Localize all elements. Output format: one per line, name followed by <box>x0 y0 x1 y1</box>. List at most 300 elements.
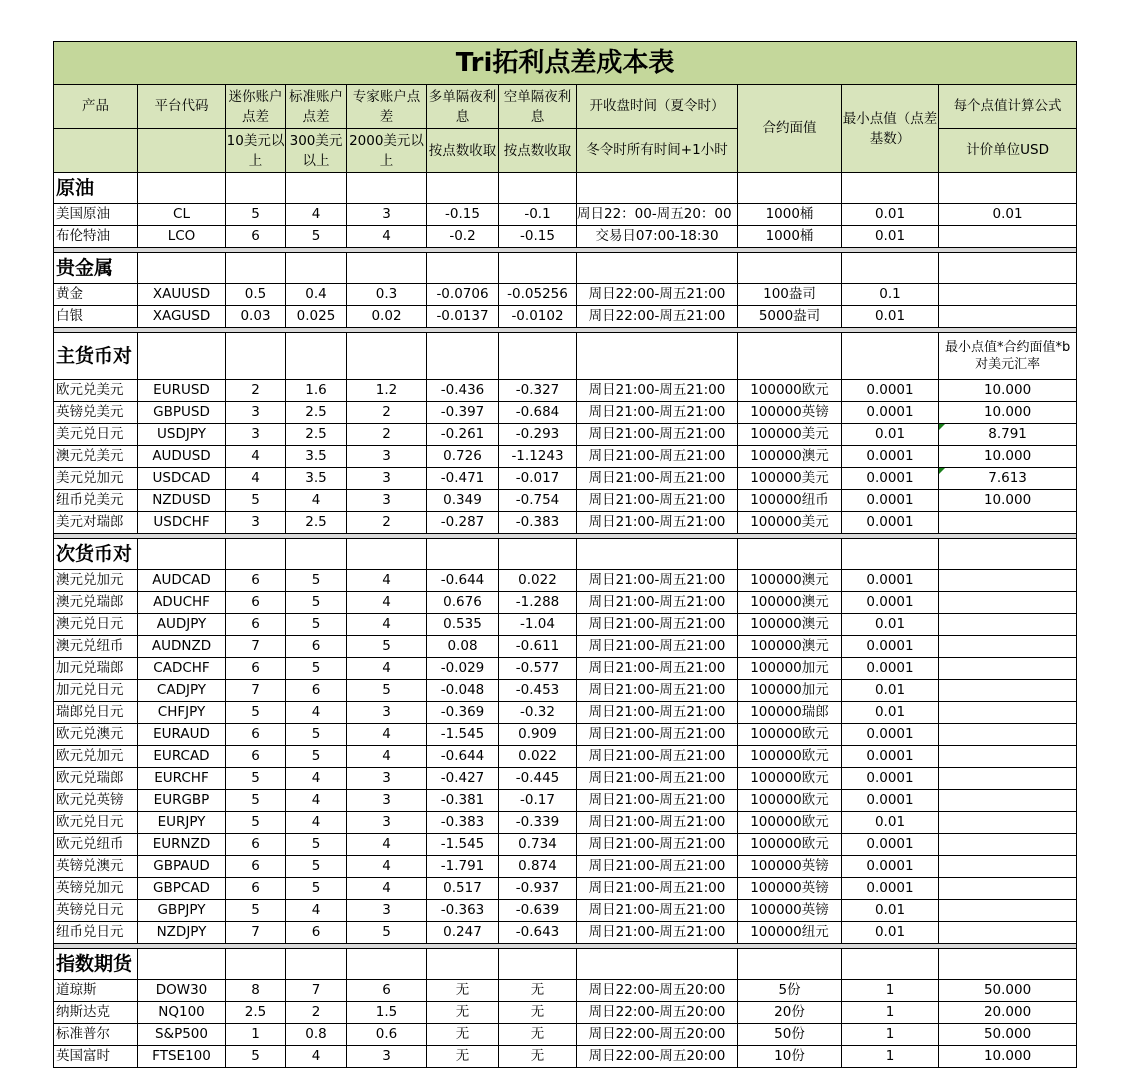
cell-min-tick[interactable] <box>842 980 939 1002</box>
cell-contract-size[interactable] <box>738 446 842 468</box>
cell-mini-spread[interactable] <box>226 424 286 446</box>
cell-long-swap[interactable] <box>427 1046 499 1068</box>
cell-product-name[interactable]: 欧元兑纽币 <box>54 834 138 856</box>
cell-standard-spread[interactable] <box>286 702 347 724</box>
cell-long-swap[interactable] <box>427 204 499 226</box>
cell-product-name[interactable]: 英镑兑澳元 <box>54 856 138 878</box>
header-standard-spread[interactable]: 标准账户点差 <box>286 85 347 129</box>
cell-long-swap[interactable] <box>427 1002 499 1024</box>
cell-long-swap[interactable] <box>427 680 499 702</box>
cell-point-value[interactable] <box>939 900 1077 922</box>
cell-code[interactable] <box>138 512 226 534</box>
cell-code[interactable] <box>138 980 226 1002</box>
section-title[interactable]: 指数期货 <box>54 949 138 980</box>
cell-trading-hours[interactable] <box>577 746 738 768</box>
cell-expert-spread[interactable] <box>347 878 427 900</box>
cell-contract-size[interactable] <box>738 204 842 226</box>
cell-point-value[interactable] <box>939 790 1077 812</box>
cell-trading-hours[interactable] <box>577 1046 738 1068</box>
cell-long-swap[interactable] <box>427 226 499 248</box>
cell-long-swap[interactable] <box>427 490 499 512</box>
cell-expert-spread[interactable] <box>347 468 427 490</box>
cell-expert-spread[interactable] <box>347 812 427 834</box>
cell-expert-spread[interactable] <box>347 790 427 812</box>
cell-long-swap[interactable] <box>427 834 499 856</box>
cell-min-tick[interactable] <box>842 424 939 446</box>
cell-standard-spread[interactable] <box>286 980 347 1002</box>
cell-point-value[interactable] <box>939 922 1077 944</box>
empty-cell[interactable] <box>427 173 499 204</box>
cell-min-tick[interactable] <box>842 512 939 534</box>
cell-product-name[interactable]: 澳元兑瑞郎 <box>54 592 138 614</box>
cell-min-tick[interactable] <box>842 490 939 512</box>
empty-cell[interactable] <box>738 253 842 284</box>
cell-trading-hours[interactable] <box>577 204 738 226</box>
cell-product-name[interactable]: 纳斯达克 <box>54 1002 138 1024</box>
cell-standard-spread[interactable] <box>286 900 347 922</box>
cell-contract-size[interactable] <box>738 402 842 424</box>
empty-cell[interactable] <box>939 539 1077 570</box>
cell-short-swap[interactable] <box>499 658 577 680</box>
cell-point-value[interactable] <box>939 380 1077 402</box>
cell-standard-spread[interactable] <box>286 424 347 446</box>
cell-contract-size[interactable] <box>738 424 842 446</box>
cell-contract-size[interactable] <box>738 592 842 614</box>
cell-min-tick[interactable] <box>842 1024 939 1046</box>
cell-point-value[interactable] <box>939 1024 1077 1046</box>
empty-cell[interactable] <box>842 253 939 284</box>
header-expert-min-deposit[interactable]: 2000美元以上 <box>347 129 427 173</box>
cell-point-value[interactable] <box>939 468 1077 490</box>
cell-trading-hours[interactable] <box>577 702 738 724</box>
cell-code[interactable] <box>138 1002 226 1024</box>
cell-short-swap[interactable] <box>499 856 577 878</box>
cell-point-value[interactable] <box>939 570 1077 592</box>
header-trading-hours[interactable]: 开收盘时间（夏令时） <box>577 85 738 129</box>
empty-cell[interactable] <box>939 253 1077 284</box>
cell-contract-size[interactable] <box>738 468 842 490</box>
empty-cell[interactable] <box>577 949 738 980</box>
empty-cell[interactable] <box>347 173 427 204</box>
cell-min-tick[interactable] <box>842 446 939 468</box>
cell-trading-hours[interactable] <box>577 768 738 790</box>
cell-mini-spread[interactable] <box>226 380 286 402</box>
cell-min-tick[interactable] <box>842 922 939 944</box>
cell-code[interactable] <box>138 790 226 812</box>
cell-short-swap[interactable] <box>499 204 577 226</box>
cell-min-tick[interactable] <box>842 900 939 922</box>
cell-contract-size[interactable] <box>738 724 842 746</box>
cell-trading-hours[interactable] <box>577 512 738 534</box>
header-mini-min-deposit[interactable]: 10美元以上 <box>226 129 286 173</box>
cell-product-name[interactable]: 加元兑日元 <box>54 680 138 702</box>
cell-expert-spread[interactable] <box>347 724 427 746</box>
cell-mini-spread[interactable] <box>226 468 286 490</box>
cell-mini-spread[interactable] <box>226 980 286 1002</box>
cell-contract-size[interactable] <box>738 490 842 512</box>
header-long-swap[interactable]: 多单隔夜利息 <box>427 85 499 129</box>
cell-min-tick[interactable] <box>842 878 939 900</box>
cell-mini-spread[interactable] <box>226 878 286 900</box>
cell-contract-size[interactable] <box>738 900 842 922</box>
empty-cell[interactable] <box>499 173 577 204</box>
cell-mini-spread[interactable] <box>226 592 286 614</box>
cell-contract-size[interactable] <box>738 856 842 878</box>
empty-cell[interactable] <box>427 253 499 284</box>
cell-min-tick[interactable] <box>842 746 939 768</box>
empty-cell[interactable] <box>939 949 1077 980</box>
cell-code[interactable] <box>138 1024 226 1046</box>
empty-cell[interactable] <box>226 539 286 570</box>
cell-mini-spread[interactable] <box>226 446 286 468</box>
cell-short-swap[interactable] <box>499 226 577 248</box>
cell-short-swap[interactable] <box>499 614 577 636</box>
cell-standard-spread[interactable] <box>286 1024 347 1046</box>
cell-trading-hours[interactable] <box>577 570 738 592</box>
cell-min-tick[interactable] <box>842 592 939 614</box>
cell-min-tick[interactable] <box>842 468 939 490</box>
empty-cell[interactable] <box>842 949 939 980</box>
cell-product-name[interactable]: 欧元兑美元 <box>54 380 138 402</box>
cell-contract-size[interactable] <box>738 1002 842 1024</box>
cell-mini-spread[interactable] <box>226 900 286 922</box>
empty-cell[interactable] <box>138 173 226 204</box>
cell-code[interactable] <box>138 746 226 768</box>
cell-contract-size[interactable] <box>738 834 842 856</box>
empty-cell[interactable] <box>226 253 286 284</box>
cell-code[interactable] <box>138 592 226 614</box>
cell-contract-size[interactable] <box>738 878 842 900</box>
cell-code[interactable] <box>138 768 226 790</box>
cell-standard-spread[interactable] <box>286 512 347 534</box>
cell-long-swap[interactable] <box>427 900 499 922</box>
cell-point-value[interactable] <box>939 1002 1077 1024</box>
cell-mini-spread[interactable] <box>226 724 286 746</box>
cell-code[interactable] <box>138 570 226 592</box>
cell-expert-spread[interactable] <box>347 1002 427 1024</box>
cell-point-value[interactable] <box>939 592 1077 614</box>
cell-min-tick[interactable] <box>842 702 939 724</box>
cell-point-value[interactable] <box>939 812 1077 834</box>
empty-cell[interactable] <box>427 333 499 380</box>
cell-mini-spread[interactable] <box>226 490 286 512</box>
cell-trading-hours[interactable] <box>577 900 738 922</box>
header-expert-spread[interactable]: 专家账户点差 <box>347 85 427 129</box>
header-standard-min-deposit[interactable]: 300美元以上 <box>286 129 347 173</box>
cell-expert-spread[interactable] <box>347 1046 427 1068</box>
cell-contract-size[interactable] <box>738 636 842 658</box>
cell-contract-size[interactable] <box>738 812 842 834</box>
cell-standard-spread[interactable] <box>286 1002 347 1024</box>
cell-min-tick[interactable] <box>842 790 939 812</box>
cell-standard-spread[interactable] <box>286 402 347 424</box>
cell-contract-size[interactable] <box>738 512 842 534</box>
cell-mini-spread[interactable] <box>226 570 286 592</box>
header-short-swap[interactable]: 空单隔夜利息 <box>499 85 577 129</box>
cell-short-swap[interactable] <box>499 768 577 790</box>
cell-expert-spread[interactable] <box>347 834 427 856</box>
cell-standard-spread[interactable] <box>286 768 347 790</box>
cell-trading-hours[interactable] <box>577 680 738 702</box>
cell-point-value[interactable] <box>939 980 1077 1002</box>
cell-min-tick[interactable] <box>842 614 939 636</box>
cell-long-swap[interactable] <box>427 468 499 490</box>
cell-standard-spread[interactable] <box>286 592 347 614</box>
section-title[interactable]: 原油 <box>54 173 138 204</box>
cell-min-tick[interactable] <box>842 636 939 658</box>
empty-cell[interactable] <box>347 333 427 380</box>
cell-expert-spread[interactable] <box>347 636 427 658</box>
cell-short-swap[interactable] <box>499 812 577 834</box>
cell-trading-hours[interactable] <box>577 284 738 306</box>
cell-product-name[interactable]: 欧元兑日元 <box>54 812 138 834</box>
cell-standard-spread[interactable] <box>286 746 347 768</box>
cell-standard-spread[interactable] <box>286 636 347 658</box>
cell-mini-spread[interactable] <box>226 284 286 306</box>
cell-expert-spread[interactable] <box>347 658 427 680</box>
cell-trading-hours[interactable] <box>577 636 738 658</box>
cell-product-name[interactable]: 美元对瑞郎 <box>54 512 138 534</box>
cell-short-swap[interactable] <box>499 490 577 512</box>
cell-code[interactable] <box>138 490 226 512</box>
cell-short-swap[interactable] <box>499 380 577 402</box>
section-title[interactable]: 次货币对 <box>54 539 138 570</box>
cell-mini-spread[interactable] <box>226 1024 286 1046</box>
cell-mini-spread[interactable] <box>226 204 286 226</box>
cell-standard-spread[interactable] <box>286 490 347 512</box>
empty-cell[interactable] <box>286 173 347 204</box>
cell-long-swap[interactable] <box>427 790 499 812</box>
cell-expert-spread[interactable] <box>347 570 427 592</box>
cell-code[interactable] <box>138 204 226 226</box>
cell-short-swap[interactable] <box>499 306 577 328</box>
cell-min-tick[interactable] <box>842 1046 939 1068</box>
cell-mini-spread[interactable] <box>226 790 286 812</box>
cell-long-swap[interactable] <box>427 768 499 790</box>
cell-min-tick[interactable] <box>842 204 939 226</box>
empty-cell[interactable] <box>842 333 939 380</box>
cell-standard-spread[interactable] <box>286 614 347 636</box>
empty-cell[interactable] <box>347 949 427 980</box>
cell-contract-size[interactable] <box>738 702 842 724</box>
cell-contract-size[interactable] <box>738 614 842 636</box>
cell-trading-hours[interactable] <box>577 424 738 446</box>
cell-contract-size[interactable] <box>738 306 842 328</box>
cell-min-tick[interactable] <box>842 658 939 680</box>
cell-contract-size[interactable] <box>738 1024 842 1046</box>
cell-code[interactable] <box>138 1046 226 1068</box>
cell-point-value[interactable] <box>939 856 1077 878</box>
cell-mini-spread[interactable] <box>226 614 286 636</box>
cell-min-tick[interactable] <box>842 402 939 424</box>
cell-product-name[interactable]: 美国原油 <box>54 204 138 226</box>
cell-mini-spread[interactable] <box>226 1046 286 1068</box>
empty-cell[interactable] <box>427 949 499 980</box>
empty-cell[interactable] <box>499 253 577 284</box>
cell-short-swap[interactable] <box>499 680 577 702</box>
cell-trading-hours[interactable] <box>577 834 738 856</box>
cell-product-name[interactable]: 加元兑瑞郎 <box>54 658 138 680</box>
cell-code[interactable] <box>138 636 226 658</box>
cell-trading-hours[interactable] <box>577 812 738 834</box>
header-code[interactable]: 平台代码 <box>138 85 226 129</box>
cell-trading-hours[interactable] <box>577 446 738 468</box>
cell-code[interactable] <box>138 724 226 746</box>
cell-mini-spread[interactable] <box>226 834 286 856</box>
cell-product-name[interactable]: 欧元兑加元 <box>54 746 138 768</box>
empty-cell[interactable] <box>427 539 499 570</box>
cell-expert-spread[interactable] <box>347 1024 427 1046</box>
cell-min-tick[interactable] <box>842 724 939 746</box>
cell-mini-spread[interactable] <box>226 812 286 834</box>
cell-point-value[interactable] <box>939 490 1077 512</box>
cell-long-swap[interactable] <box>427 446 499 468</box>
cell-long-swap[interactable] <box>427 1024 499 1046</box>
cell-point-value[interactable] <box>939 702 1077 724</box>
empty-cell[interactable] <box>138 333 226 380</box>
cell-contract-size[interactable] <box>738 680 842 702</box>
cell-contract-size[interactable] <box>738 746 842 768</box>
cell-code[interactable] <box>138 380 226 402</box>
cell-expert-spread[interactable] <box>347 900 427 922</box>
cell-expert-spread[interactable] <box>347 680 427 702</box>
cell-code[interactable] <box>138 614 226 636</box>
cell-code[interactable] <box>138 468 226 490</box>
cell-expert-spread[interactable] <box>347 446 427 468</box>
cell-mini-spread[interactable] <box>226 856 286 878</box>
cell-short-swap[interactable] <box>499 900 577 922</box>
cell-mini-spread[interactable] <box>226 1002 286 1024</box>
cell-contract-size[interactable] <box>738 570 842 592</box>
header-winter-time-note[interactable]: 冬令时所有时间+1小时 <box>577 129 738 173</box>
header-formula[interactable]: 每个点值计算公式 <box>939 85 1077 129</box>
cell-point-value[interactable] <box>939 204 1077 226</box>
empty-cell[interactable] <box>738 173 842 204</box>
cell-standard-spread[interactable] <box>286 790 347 812</box>
header-code-sub[interactable] <box>138 129 226 173</box>
cell-product-name[interactable]: 黄金 <box>54 284 138 306</box>
cell-point-value[interactable] <box>939 306 1077 328</box>
cell-short-swap[interactable] <box>499 284 577 306</box>
empty-cell[interactable] <box>286 333 347 380</box>
cell-product-name[interactable]: 澳元兑加元 <box>54 570 138 592</box>
cell-product-name[interactable]: 道琼斯 <box>54 980 138 1002</box>
cell-contract-size[interactable] <box>738 790 842 812</box>
cell-point-value[interactable] <box>939 402 1077 424</box>
cell-short-swap[interactable] <box>499 878 577 900</box>
cell-product-name[interactable]: 澳元兑美元 <box>54 446 138 468</box>
empty-cell[interactable] <box>738 539 842 570</box>
header-product[interactable]: 产品 <box>54 85 138 129</box>
cell-trading-hours[interactable] <box>577 878 738 900</box>
cell-product-name[interactable]: 白银 <box>54 306 138 328</box>
cell-product-name[interactable]: 欧元兑瑞郎 <box>54 768 138 790</box>
cell-mini-spread[interactable] <box>226 512 286 534</box>
cell-standard-spread[interactable] <box>286 680 347 702</box>
cell-mini-spread[interactable] <box>226 636 286 658</box>
cell-mini-spread[interactable] <box>226 306 286 328</box>
cell-long-swap[interactable] <box>427 380 499 402</box>
cell-trading-hours[interactable] <box>577 226 738 248</box>
cell-trading-hours[interactable] <box>577 402 738 424</box>
cell-code[interactable] <box>138 812 226 834</box>
cell-long-swap[interactable] <box>427 658 499 680</box>
cell-long-swap[interactable] <box>427 746 499 768</box>
cell-long-swap[interactable] <box>427 812 499 834</box>
cell-expert-spread[interactable] <box>347 306 427 328</box>
cell-standard-spread[interactable] <box>286 446 347 468</box>
cell-expert-spread[interactable] <box>347 512 427 534</box>
header-product-sub[interactable] <box>54 129 138 173</box>
cell-expert-spread[interactable] <box>347 592 427 614</box>
cell-trading-hours[interactable] <box>577 614 738 636</box>
cell-long-swap[interactable] <box>427 724 499 746</box>
cell-point-value[interactable] <box>939 680 1077 702</box>
cell-contract-size[interactable] <box>738 768 842 790</box>
cell-product-name[interactable]: 澳元兑纽币 <box>54 636 138 658</box>
cell-long-swap[interactable] <box>427 402 499 424</box>
cell-expert-spread[interactable] <box>347 402 427 424</box>
cell-trading-hours[interactable] <box>577 1002 738 1024</box>
formula-note[interactable]: 最小点值*合约面值*b对美元汇率 <box>939 333 1077 380</box>
cell-min-tick[interactable] <box>842 856 939 878</box>
cell-point-value[interactable] <box>939 746 1077 768</box>
cell-contract-size[interactable] <box>738 922 842 944</box>
cell-min-tick[interactable] <box>842 306 939 328</box>
cell-product-name[interactable]: 布伦特油 <box>54 226 138 248</box>
cell-product-name[interactable]: 纽币兑美元 <box>54 490 138 512</box>
cell-short-swap[interactable] <box>499 570 577 592</box>
cell-point-value[interactable] <box>939 724 1077 746</box>
cell-trading-hours[interactable] <box>577 490 738 512</box>
cell-contract-size[interactable] <box>738 284 842 306</box>
cell-point-value[interactable] <box>939 424 1077 446</box>
cell-trading-hours[interactable] <box>577 724 738 746</box>
cell-contract-size[interactable] <box>738 658 842 680</box>
empty-cell[interactable] <box>138 539 226 570</box>
cell-short-swap[interactable] <box>499 424 577 446</box>
cell-product-name[interactable]: 美元兑加元 <box>54 468 138 490</box>
cell-trading-hours[interactable] <box>577 380 738 402</box>
cell-trading-hours[interactable] <box>577 922 738 944</box>
cell-expert-spread[interactable] <box>347 204 427 226</box>
cell-product-name[interactable]: 纽币兑日元 <box>54 922 138 944</box>
cell-point-value[interactable] <box>939 768 1077 790</box>
cell-standard-spread[interactable] <box>286 204 347 226</box>
empty-cell[interactable] <box>347 539 427 570</box>
empty-cell[interactable] <box>577 253 738 284</box>
cell-long-swap[interactable] <box>427 614 499 636</box>
cell-long-swap[interactable] <box>427 424 499 446</box>
cell-min-tick[interactable] <box>842 812 939 834</box>
empty-cell[interactable] <box>499 539 577 570</box>
cell-code[interactable] <box>138 226 226 248</box>
cell-expert-spread[interactable] <box>347 284 427 306</box>
header-long-swap-note[interactable]: 按点数收取 <box>427 129 499 173</box>
cell-point-value[interactable] <box>939 614 1077 636</box>
cell-expert-spread[interactable] <box>347 768 427 790</box>
cell-standard-spread[interactable] <box>286 226 347 248</box>
cell-product-name[interactable]: 英国富时 <box>54 1046 138 1068</box>
cell-code[interactable] <box>138 680 226 702</box>
cell-long-swap[interactable] <box>427 284 499 306</box>
empty-cell[interactable] <box>226 173 286 204</box>
cell-short-swap[interactable] <box>499 468 577 490</box>
cell-code[interactable] <box>138 922 226 944</box>
cell-point-value[interactable] <box>939 636 1077 658</box>
cell-code[interactable] <box>138 306 226 328</box>
cell-long-swap[interactable] <box>427 306 499 328</box>
